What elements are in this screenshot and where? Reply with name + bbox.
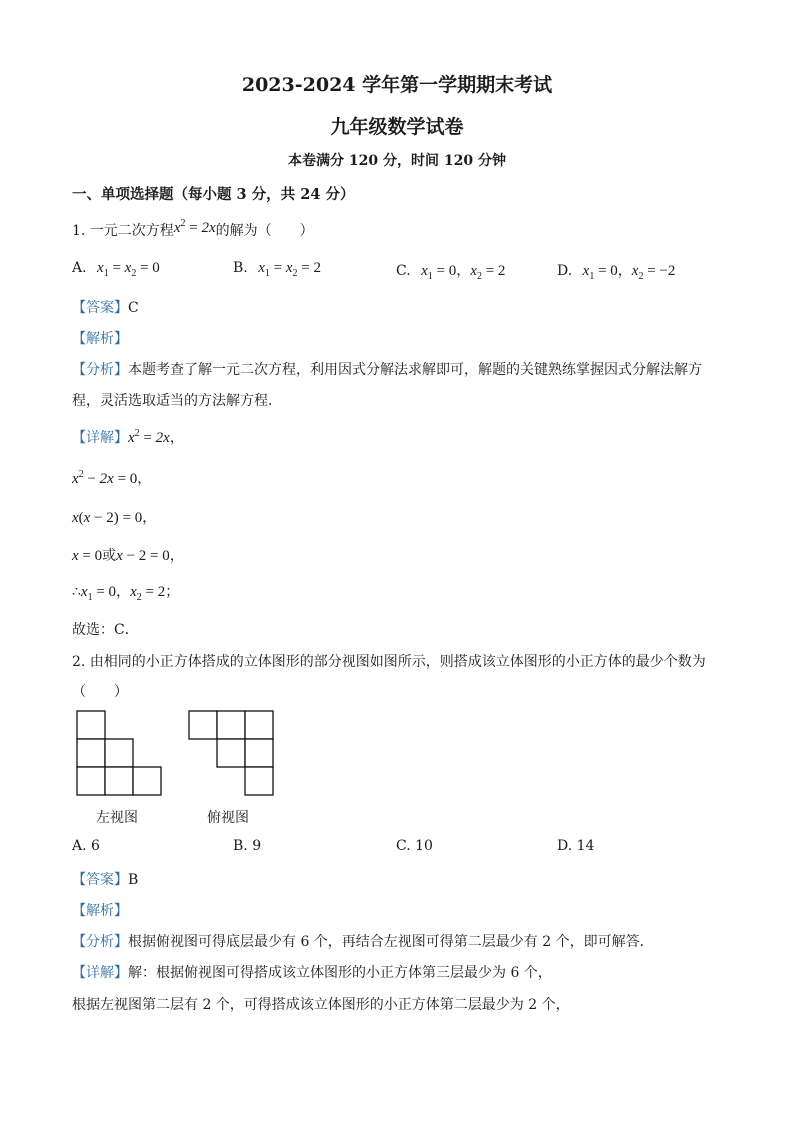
q1-fenxi <box>72 359 702 379</box>
fenxi-tag: 【分析】 <box>72 934 128 950</box>
option-text: 6 <box>91 838 100 854</box>
option-text: 14 <box>576 838 595 854</box>
q2-option-b[interactable] <box>233 838 261 854</box>
step-3: x(x − 2) = 0， <box>72 510 157 526</box>
step-5: $\therefore x_1 = 0$，$x_2 = 2$； <box>72 584 180 603</box>
option-math: $x_1 = 0$ <box>582 263 618 282</box>
q2-option-c[interactable] <box>396 838 433 854</box>
q2-detail-cont: 根据左视图第二层有 2 个，可得搭成该立体图形的小正方体第二层最少为 2 个， <box>72 997 570 1013</box>
q2-analysis-tag: 【解析】 <box>72 903 128 919</box>
option-label: B. <box>233 838 248 854</box>
question-2: 2. 由相同的小正方体搭成的立体图形的部分视图如图所示，则搭成该立体图形的小正方体的最少个数为 <box>72 654 706 670</box>
q1-option-c[interactable]: C. $x_1 = 0$，$x_2 = 2$ <box>396 263 506 282</box>
q2-option-a[interactable] <box>72 838 100 854</box>
q1-answer <box>72 297 139 317</box>
q2-option-d[interactable] <box>557 838 594 854</box>
answer-value: C <box>128 300 139 316</box>
option-label: C. <box>396 263 411 279</box>
detail-tag: 【详解】 <box>72 965 128 981</box>
answer-tag: 【答案】 <box>72 872 128 888</box>
exam-title: 2023-2024 学年第一学期期末考试 <box>241 74 553 96</box>
option-math: $x_1 = 0$ <box>421 263 457 282</box>
q1-choice: 故选：C． <box>72 622 139 638</box>
left-view-figure <box>77 711 161 795</box>
q1-option-d[interactable]: D. $x_1 = 0$，$x_2 = -2$ <box>557 263 676 282</box>
detail-tag: 【详解】 <box>72 430 128 446</box>
question-2-cont: （ ） <box>72 684 128 700</box>
section-heading: 一、单项选择题（每小题 3 分，共 24 分） <box>72 186 355 203</box>
exam-subtitle: 九年级数学试卷 <box>330 116 464 138</box>
option-math: $x_1 = x_2 = 2$ <box>258 260 321 279</box>
option-math: $x_1 = x_2 = 0$ <box>97 260 160 279</box>
fenxi-text: 根据俯视图可得底层最少有 6 个，再结合左视图可得第二层最少有 2 个，即可解答． <box>128 934 654 950</box>
option-label: D. <box>557 838 573 854</box>
q1-option-a[interactable] <box>72 260 160 279</box>
question-1-suffix: 的解为（ ） <box>215 223 314 239</box>
step-2: $x^2 - 2x = 0$， <box>72 469 152 487</box>
left-view-caption: 左视图 <box>96 810 138 826</box>
option-label: C. <box>396 838 411 854</box>
detail-text: 解：根据俯视图可得搭成该立体图形的小正方体第三层最少为 6 个， <box>128 965 552 981</box>
q1-detail: 【详解】$x^2 = 2x$， <box>72 428 184 446</box>
q2-answer <box>72 869 138 889</box>
answer-tag: 【答案】 <box>72 300 128 316</box>
q2-detail <box>72 962 552 982</box>
fenxi-text: 本题考查了解一元二次方程，利用因式分解法求解即可，解题的关键熟练掌握因式分解法解方 <box>128 362 702 378</box>
equation: $x^2 = 2x$ <box>173 218 216 236</box>
figure-views <box>70 704 300 804</box>
question-1-prefix: 1. 一元二次方程 <box>72 223 174 239</box>
q1-analysis-tag: 【解析】 <box>72 331 128 347</box>
exam-info: 本卷满分 120 分，时间 120 分钟 <box>288 153 506 169</box>
q2-fenxi <box>72 931 654 951</box>
option-label: B. <box>233 260 248 276</box>
q1-fenxi-cont: 程，灵活选取适当的方法解方程． <box>72 393 282 409</box>
q1-option-b[interactable] <box>233 260 321 279</box>
fenxi-tag: 【分析】 <box>72 362 128 378</box>
step-1: $x^2 = 2x$ <box>128 428 170 446</box>
question-1 <box>72 220 314 240</box>
option-text: 9 <box>252 838 262 854</box>
top-view-figure <box>189 711 273 795</box>
top-view-caption: 俯视图 <box>207 810 249 826</box>
option-label: A. <box>72 260 87 276</box>
step-4: x = 0或x − 2 = 0， <box>72 548 184 564</box>
option-label: D. <box>557 263 573 279</box>
option-label: A. <box>72 838 87 854</box>
answer-value: B <box>128 872 139 888</box>
option-text: 10 <box>415 838 433 854</box>
